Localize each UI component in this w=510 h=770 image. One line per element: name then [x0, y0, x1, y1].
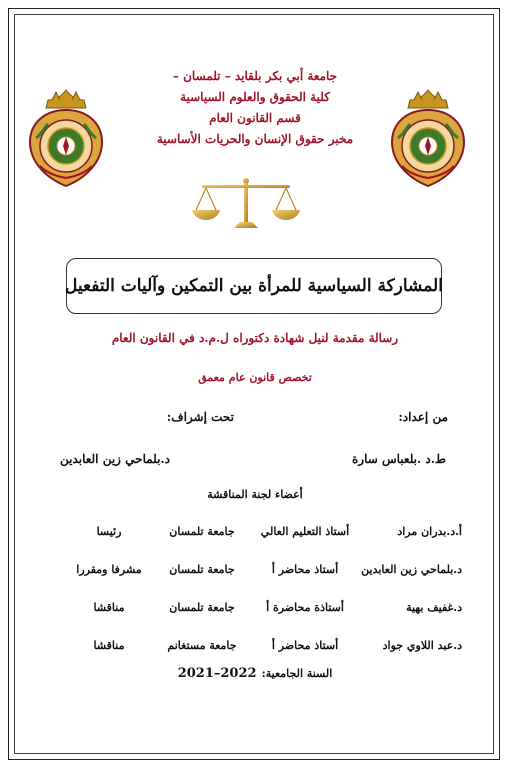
- member-rank: أستاذ محاضر أ: [271, 638, 339, 652]
- member-institution: جامعة مستغانم: [167, 638, 237, 652]
- committee-title: أعضاء لجنة المناقشة: [207, 488, 303, 501]
- committee-row: [66, 550, 462, 588]
- member-rank: أستاذ التعليم العالي: [260, 524, 350, 538]
- institution-header: [130, 66, 380, 150]
- specialty: تخصص قانون عام معمق: [198, 371, 312, 384]
- member-rank: أستاذة محاضرة أ: [266, 600, 344, 614]
- university-name: جامعة أبي بكر بلقايد – تلمسان –: [172, 69, 338, 83]
- committee-row: [66, 588, 462, 626]
- member-name: د.بلماحي زين العابدين: [361, 562, 462, 576]
- student-name: ط.د .بلعباس سارة: [352, 452, 446, 466]
- faculty-name: كلية الحقوق والعلوم السياسية: [180, 90, 330, 104]
- member-institution: جامعة تلمسان: [169, 524, 235, 538]
- member-role: مناقشا: [93, 638, 125, 652]
- academic-year-label: السنة الجامعية:: [261, 667, 333, 680]
- committee-table: [66, 512, 462, 664]
- member-institution: جامعة تلمسان: [169, 562, 235, 576]
- committee-row: [66, 512, 462, 550]
- member-rank: أستاذ محاضر أ: [271, 562, 339, 576]
- laboratory-name: مخبر حقوق الإنسان والحريات الأساسية: [156, 132, 354, 146]
- university-emblem-left: [26, 88, 106, 188]
- member-institution: جامعة تلمسان: [169, 600, 235, 614]
- thesis-subtitle: رسالة مقدمة لنيل شهادة دكتوراه ل.م.د في القانون العام: [111, 331, 399, 345]
- university-emblem-right: [388, 88, 468, 188]
- supervised-by-label: تحت إشراف:: [166, 410, 234, 424]
- prepared-by-label: من إعداد:: [398, 410, 448, 424]
- member-name: د.غفيف بهية: [406, 600, 462, 614]
- thesis-title-box: [66, 258, 442, 314]
- committee-row: [66, 626, 462, 664]
- department-name: قسم القانون العام: [209, 111, 301, 125]
- thesis-title: المشاركة السياسية للمرأة بين التمكين وآليات التفعيل: [65, 276, 443, 296]
- member-role: رئيسا: [96, 524, 122, 538]
- member-name: د.عبد اللاوي جواد: [382, 638, 462, 652]
- academic-year-line: [0, 662, 510, 681]
- scales-of-justice-icon: [190, 176, 302, 232]
- supervisor-name: د.بلماحي زين العابدين: [59, 452, 170, 466]
- member-role: مشرفا ومقررا: [76, 562, 142, 576]
- member-name: أ.د.بدران مراد: [397, 524, 462, 538]
- academic-year: 2021–2022: [177, 666, 257, 681]
- member-role: مناقشا: [93, 600, 125, 614]
